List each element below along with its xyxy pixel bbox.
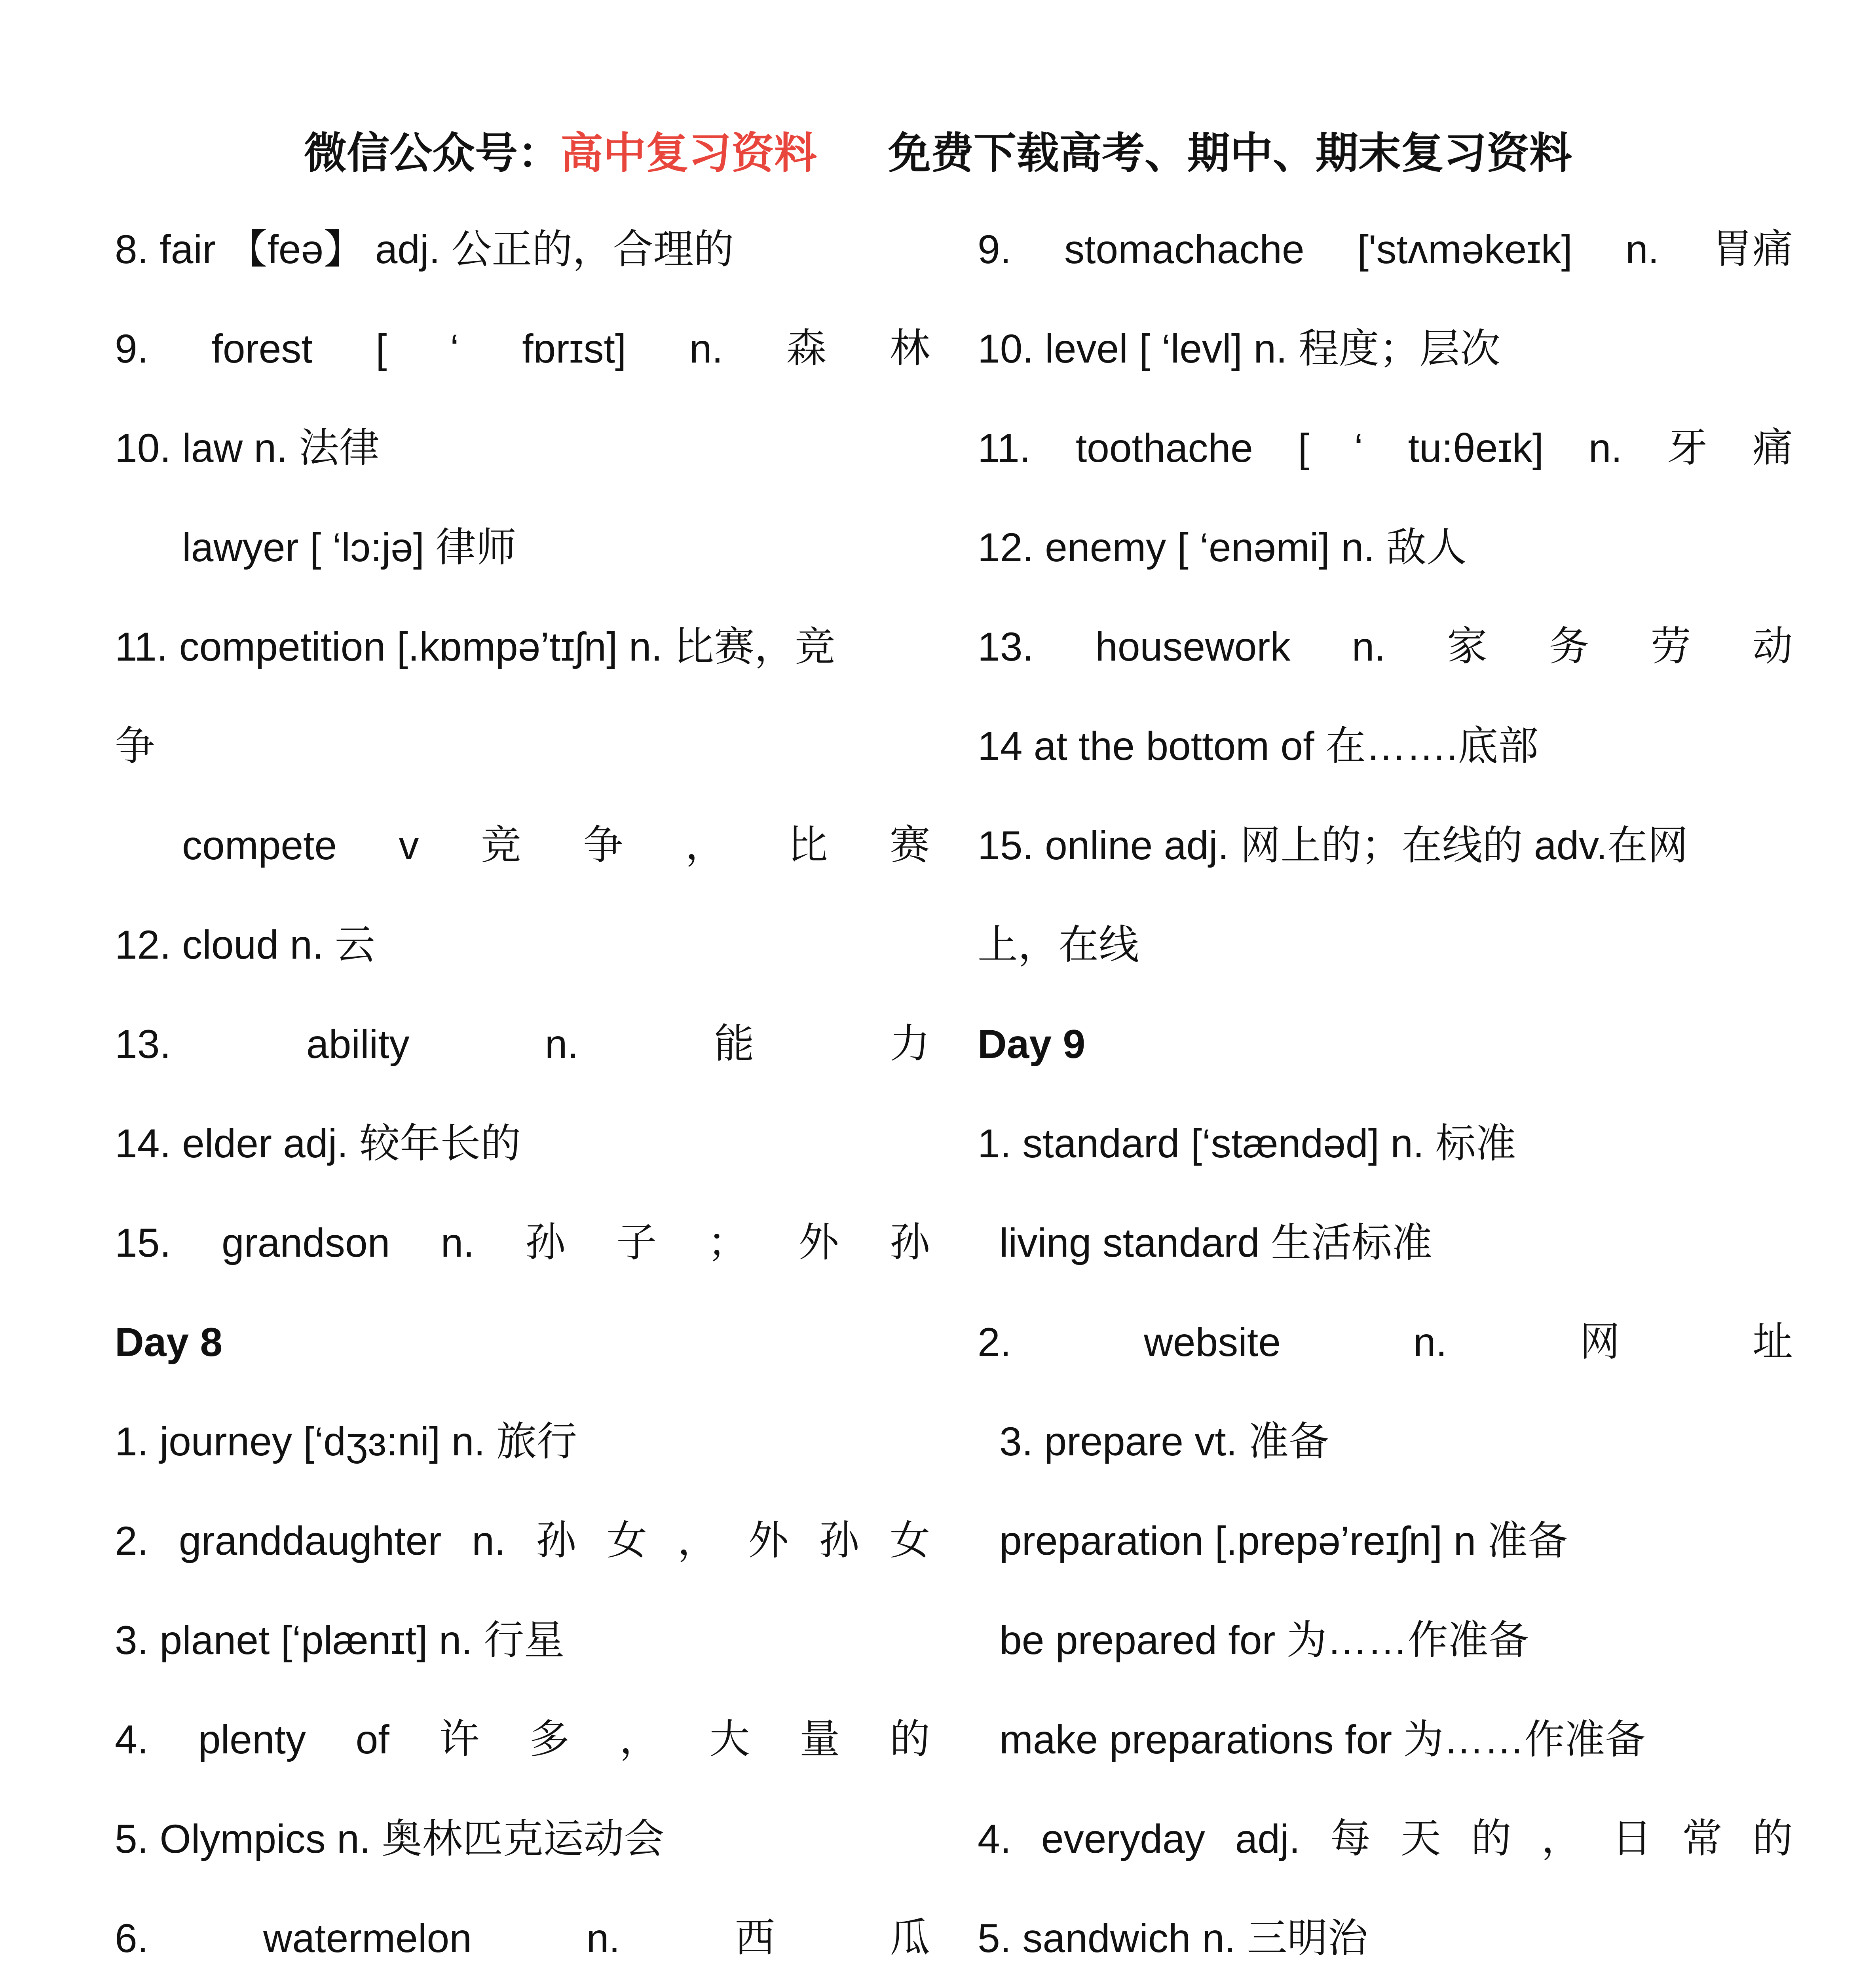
day-heading: Day 9 (978, 1022, 1086, 1067)
vocab-entry: compete v 竞 争 ， 比 赛 (182, 822, 930, 869)
vocab-entry: 3. planet [‘plænɪt] n. 行星 (115, 1618, 565, 1663)
vocab-entry: 2. granddaughter n. 孙 女 ， 外 孙 女 (115, 1517, 930, 1564)
page-header (0, 126, 1876, 181)
vocab-entry: 争 (115, 724, 155, 769)
vocab-entry: 15. grandson n. 孙 子 ； 外 孙 (115, 1219, 930, 1266)
vocab-entry: 11. competition [.kɒmpə’tɪʃn] n. 比赛，竞 (115, 624, 835, 669)
vocab-entry: 13. housework n. 家 务 劳 动 (978, 623, 1793, 670)
vocab-entry: 3. prepare vt. 准备 (999, 1419, 1329, 1464)
vocab-entry: 4. plenty of 许 多 ， 大 量 的 (115, 1716, 930, 1763)
vocab-entry: 10. level [ ‘levl] n. 程度；层次 (978, 326, 1500, 371)
vocab-entry: 6. watermelon n. 西 瓜 (115, 1914, 930, 1962)
right-column (978, 222, 1793, 1979)
vocab-entry: 2. website n. 网 址 (978, 1318, 1793, 1366)
vocab-entry: 14. elder adj. 较年长的 (115, 1121, 521, 1166)
vocab-entry: 9. forest [ ‘ fɒrɪst] n. 森 林 (115, 325, 930, 372)
vocab-entry: 上，在线 (978, 922, 1139, 967)
vocab-entry: 14 at the bottom of 在…….底部 (978, 724, 1539, 769)
vocab-entry: 1. standard [‘stændəd] n. 标准 (978, 1121, 1516, 1166)
header-slogan: 免费下载高考、期中、期末复习资料 (888, 129, 1572, 178)
vocab-entry: 12. enemy [ ‘enəmi] n. 敌人 (978, 525, 1467, 570)
header-account-name: 高中复习资料 (560, 129, 817, 178)
vocab-entry: lawyer [ ‘lɔ:jə] 律师 (182, 525, 516, 570)
vocab-entry: 4. everyday adj. 每 天 的 ， 日 常 的 (978, 1815, 1793, 1862)
vocab-entry: 13. ability n. 能 力 (115, 1020, 930, 1067)
vocab-entry: 12. cloud n. 云 (115, 922, 375, 967)
vocab-entry: 5. Olympics n. 奥林匹克运动会 (115, 1816, 665, 1861)
header-label: 微信公众号： (304, 129, 560, 178)
vocab-entry: 11. toothache [ ‘ tu:θeɪk] n. 牙 痛 (978, 424, 1793, 471)
vocab-entry: 10. law n. 法律 (115, 425, 380, 471)
vocab-entry: 8. fair 【feə】 adj. 公正的，合理的 (115, 227, 734, 272)
vocab-entry: living standard 生活标准 (999, 1220, 1433, 1265)
vocab-entry: 9. stomachache ['stʌməkeɪk] n. 胃痛 (978, 226, 1793, 273)
day-heading: Day 8 (115, 1320, 223, 1365)
vocab-entry: preparation [.prepə’reɪʃn] n 准备 (999, 1518, 1568, 1563)
vocab-entry: be prepared for 为……作准备 (999, 1618, 1529, 1663)
left-column (115, 222, 930, 1979)
vocab-entry: make preparations for 为……作准备 (999, 1717, 1646, 1762)
vocab-entry: 15. online adj. 网上的；在线的 adv.在网 (978, 823, 1688, 868)
vocab-entry: 1. journey [‘dʒɜ:ni] n. 旅行 (115, 1419, 577, 1464)
vocab-entry: 5. sandwich n. 三明治 (978, 1916, 1368, 1961)
